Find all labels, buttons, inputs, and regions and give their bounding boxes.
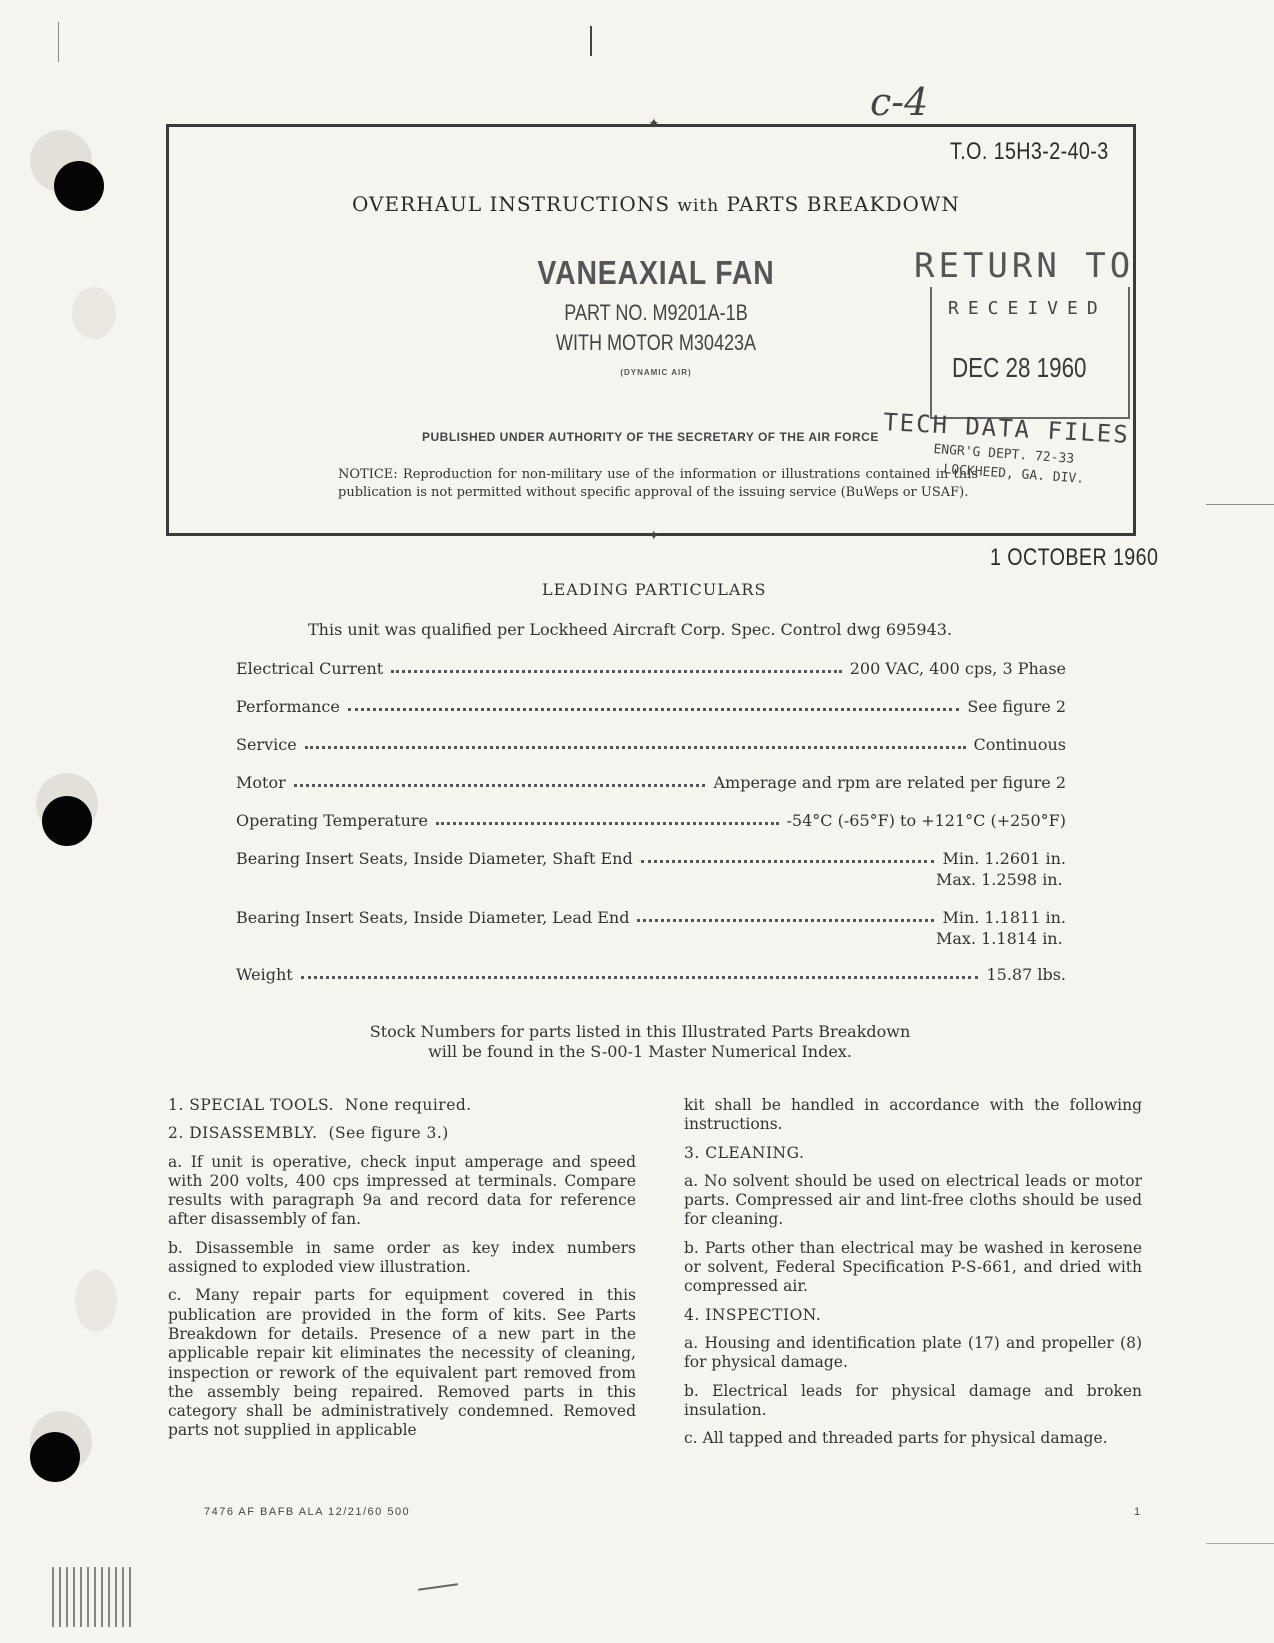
spec-value-secondary: Max. 1.1814 in. (936, 929, 1063, 948)
spec-row (236, 770, 1066, 792)
stamp-division: LOCKHEED, GA. DIV. (942, 462, 1085, 487)
stamp-date: DEC 28 1960 (952, 352, 1087, 383)
paragraph-4a: a. Housing and identification plate (17) and propeller (8) for physical damage. (684, 1333, 1142, 1372)
binder-hole-ghost (72, 287, 116, 339)
spec-value: 200 VAC, 400 cps, 3 Phase (849, 659, 1066, 678)
frame-star-bottom: ✦ (648, 528, 660, 544)
spec-row (236, 808, 1066, 830)
issue-date: 1 OCTOBER 1960 (990, 544, 1159, 571)
motor-number: WITH MOTOR M30423A (555, 330, 757, 355)
title-with: with (677, 196, 720, 216)
spec-label: Weight (236, 965, 293, 984)
section-3-heading: 3. CLEANING. (684, 1143, 805, 1162)
stamp-return-to: RETURN TO (914, 246, 1135, 286)
spec-label: Bearing Insert Seats, Inside Diameter, Shaft End (236, 849, 633, 868)
title-tail: PARTS BREAKDOWN (726, 192, 960, 216)
stock-note-line-1: Stock Numbers for parts listed in this Illustrated Parts Breakdown (369, 1022, 911, 1041)
spec-value: See figure 2 (967, 697, 1066, 716)
binder-hole (42, 796, 92, 846)
section-4-heading: 4. INSPECTION. (684, 1305, 822, 1324)
page-number: 1 (1134, 1506, 1142, 1518)
frame-star-top: ✦ (648, 116, 660, 132)
binder-hole (54, 161, 104, 211)
spec-value: 15.87 lbs. (986, 965, 1066, 984)
paragraph-2c: c. Many repair parts for equipment covered in this publication are provided in the form of kits. See Parts Breakdown for details. Presence of a new part in the applicable repair kit eliminates the necessity of cleaning, inspection or rework of the equivalent part removed from the assembly being repaired. Removed parts in this category shall be administratively condemned. Removed parts not supplied in applicable (168, 1286, 636, 1440)
stock-numbers-note (340, 1022, 940, 1062)
section-1-text: None required. (344, 1096, 472, 1114)
scan-mark (418, 1583, 458, 1591)
print-code: 7476 AF BAFB ALA 12/21/60 500 (204, 1506, 411, 1518)
spec-label: Bearing Insert Seats, Inside Diameter, Lead End (236, 908, 630, 927)
spec-row (236, 846, 1066, 868)
spec-row (236, 962, 1066, 984)
scan-mark (1206, 504, 1274, 505)
qualification-intro: This unit was qualified per Lockheed Aircraft Corp. Spec. Control dwg 695943. (308, 620, 953, 639)
spec-row (236, 694, 1066, 716)
paragraph-2a: a. If unit is operative, check input amperage and speed with 200 volts, 400 cps impressed at terminals. Compare results with paragraph 9a and record data for reference after disassembly of fan. (168, 1152, 636, 1229)
section-1-heading: 1. SPECIAL TOOLS. (168, 1096, 335, 1114)
stamp-tech-data: TECH DATA FILES (882, 408, 1131, 449)
leading-particulars-heading: LEADING PARTICULARS (542, 580, 767, 599)
part-number: PART NO. M9201A-1B (564, 300, 748, 325)
binder-hole-ghost (75, 1270, 117, 1332)
scan-mark (58, 22, 59, 62)
product-name: VANEAXIAL FAN (537, 254, 775, 291)
section-2-heading: 2. DISASSEMBLY. (168, 1124, 318, 1143)
title-main: OVERHAUL INSTRUCTIONS (352, 192, 671, 216)
technical-order-number: T.O. 15H3-2-40-3 (950, 138, 1109, 165)
section-1 (168, 1096, 636, 1115)
spec-value: Min. 1.2601 in. (942, 849, 1066, 868)
spec-value: Amperage and rpm are related per figure 2 (713, 773, 1066, 792)
paragraph-3b: b. Parts other than electrical may be washed in kerosene or solvent, Federal Specification P-S-661, and dried with compressed air. (684, 1238, 1142, 1296)
paragraph-4b: b. Electrical leads for physical damage and broken insulation. (684, 1381, 1142, 1419)
scan-mark (590, 26, 592, 56)
spec-label: Operating Temperature (236, 811, 429, 830)
paragraph-4c: c. All tapped and threaded parts for physical damage. (684, 1429, 1108, 1448)
paragraph-3a: a. No solvent should be used on electrical leads or motor parts. Compressed air and lint-free cloths should be used for cleaning. (684, 1171, 1142, 1229)
stamp-dept: ENGR'G DEPT. 72-33 (932, 442, 1075, 467)
right-column (684, 1096, 1142, 1457)
spec-label: Motor (236, 773, 286, 792)
section-2 (168, 1124, 636, 1143)
spec-row (236, 656, 1066, 678)
spec-value: -54°C (-65°F) to +121°C (+250°F) (786, 811, 1066, 830)
published-authority: PUBLISHED UNDER AUTHORITY OF THE SECRETARY OF THE AIR FORCE (422, 430, 879, 444)
spec-row (236, 732, 1066, 754)
continuation-text: kit shall be handled in accordance with the following instructions. (684, 1096, 1142, 1134)
spec-value: Continuous (973, 735, 1066, 754)
binding-stripes (52, 1567, 134, 1627)
manufacturer: (DYNAMIC AIR) (620, 368, 692, 377)
spec-label: Service (236, 735, 297, 754)
spec-row (236, 905, 1066, 927)
section-2-note: (See figure 3.) (328, 1124, 449, 1143)
paragraph-2b: b. Disassemble in same order as key index numbers assigned to exploded view illustration. (168, 1238, 636, 1277)
handwritten-note: c-4 (870, 80, 929, 124)
spec-label: Electrical Current (236, 659, 384, 678)
left-column (168, 1096, 636, 1450)
binder-hole (30, 1432, 80, 1482)
stamp-received: RECEIVED (948, 298, 1107, 319)
spec-value: Min. 1.1811 in. (942, 908, 1066, 927)
scan-mark (1206, 1543, 1274, 1544)
spec-label: Performance (236, 697, 340, 716)
document-title (352, 192, 960, 216)
stock-note-line-2: will be found in the S-00-1 Master Numerical Index. (428, 1042, 852, 1061)
notice-text: NOTICE: Reproduction for non-military use of the information or illustrations contained in this publication is not permitted without specific approval of the issuing service (BuWeps or USAF). (338, 467, 978, 500)
spec-value-secondary: Max. 1.2598 in. (936, 870, 1063, 889)
